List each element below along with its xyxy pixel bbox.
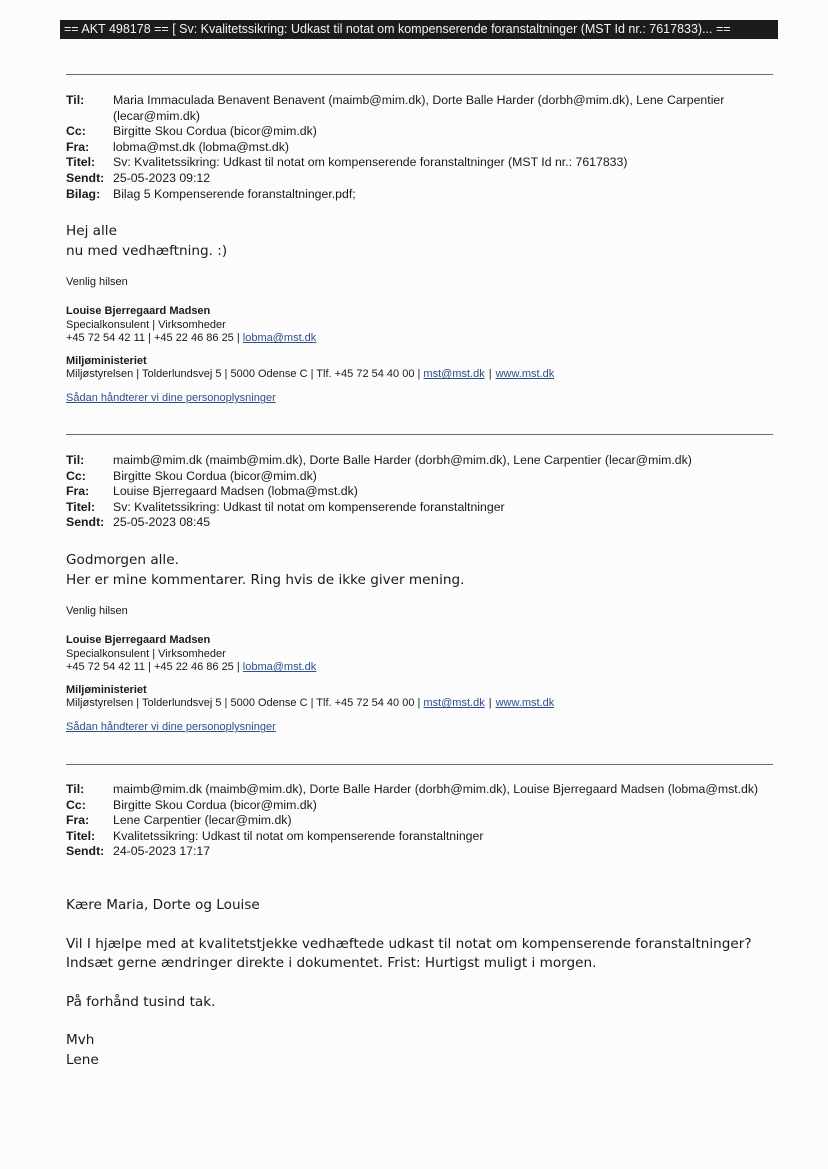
cc-label: Cc:: [66, 797, 86, 812]
title-value: Sv: Kvalitetssikring: Udkast til notat om kompenserende foranstaltninger: [113, 499, 505, 514]
sent-value: 25-05-2023 09:12: [113, 170, 211, 185]
title-value: Kvalitetssikring: Udkast til notat om kompenserende foranstaltninger: [113, 828, 484, 843]
signature-name: Louise Bjerregaard Madsen: [66, 634, 211, 647]
signature-block-2: [66, 605, 554, 735]
to-value: Maria Immaculada Benavent Benavent (maimb@mim.dk), Dorte Balle Harder (dorbh@mim.dk), Lene Carpentier (lecar@mim.dk): [113, 93, 725, 123]
signature-address: Miljøstyrelsen | Tolderlundsvej 5 | 5000 Odense C | Tlf. +45 72 54 40 00 |: [66, 697, 421, 710]
signature-name: Louise Bjerregaard Madsen: [66, 305, 211, 318]
title-label: Titel:: [66, 499, 96, 514]
body-line: Hej alle: [66, 223, 117, 239]
signature-org: Miljøministeriet: [66, 683, 147, 696]
divider: [66, 764, 773, 765]
attachment-label: Bilag:: [66, 186, 101, 201]
signature-closing: Venlig hilsen: [66, 605, 128, 617]
signature-block-1: [66, 276, 554, 406]
cc-label: Cc:: [66, 124, 86, 139]
email-body-3: [66, 896, 778, 1070]
from-value: Lene Carpentier (lecar@mim.dk): [113, 813, 292, 828]
thanks-line: På forhånd tusind tak.: [66, 993, 216, 1010]
from-label: Fra:: [66, 484, 90, 499]
signature-role: Specialkonsulent | Virksomheder: [66, 318, 226, 331]
to-value: maimb@mim.dk (maimb@mim.dk), Dorte Balle Harder (dorbh@mim.dk), Lene Carpentier (lecar@mim.dk): [113, 453, 692, 467]
mst-email-link[interactable]: mst@mst.dk: [423, 368, 485, 381]
mst-website-link[interactable]: www.mst.dk: [495, 368, 555, 381]
sent-label: Sendt:: [66, 170, 105, 185]
signature-address: Miljøstyrelsen | Tolderlundsvej 5 | 5000 Odense C | Tlf. +45 72 54 40 00 |: [66, 368, 421, 381]
signature-org: Miljøministeriet: [66, 354, 147, 367]
to-label: Til:: [66, 782, 85, 796]
email-body-2: [66, 551, 465, 590]
signature-closing: Venlig hilsen: [66, 276, 128, 288]
pipe-separator: |: [488, 368, 492, 381]
sent-label: Sendt:: [66, 844, 105, 859]
body-line: nu med vedhæftning. :): [66, 242, 228, 259]
cc-value: Birgitte Skou Cordua (bicor@mim.dk): [113, 468, 317, 483]
body-line: Her er mine kommentarer. Ring hvis de ikke giver mening.: [66, 571, 465, 588]
to-label: Til:: [66, 93, 85, 107]
from-value: Louise Bjerregaard Madsen (lobma@mst.dk): [113, 484, 358, 499]
email-header-3: [66, 782, 778, 860]
signature-phones: +45 72 54 42 11 | +45 22 46 86 25 |: [66, 332, 240, 345]
title-label: Titel:: [66, 155, 96, 170]
privacy-link[interactable]: Sådan håndterer vi dine personoplysninger: [66, 392, 276, 405]
divider: [66, 434, 773, 435]
document-id-bar: == AKT 498178 == [ Sv: Kvalitetssikring: Udkast til notat om kompenserende foranstaltninger (MST Id nr.: 7617833)... ==: [60, 20, 778, 39]
cc-value: Birgitte Skou Cordua (bicor@mim.dk): [113, 124, 317, 139]
privacy-link[interactable]: Sådan håndterer vi dine personoplysninger: [66, 721, 276, 734]
title-label: Titel:: [66, 828, 96, 843]
sent-label: Sendt:: [66, 515, 105, 530]
attachment-value: Bilag 5 Kompenserende foranstaltninger.pdf;: [113, 186, 356, 201]
title-value: Sv: Kvalitetssikring: Udkast til notat om kompenserende foranstaltninger (MST Id nr.: 7617833): [113, 155, 628, 170]
email-header-1: [66, 93, 778, 202]
email-header-2: [66, 453, 778, 531]
divider: [66, 74, 773, 75]
sent-value: 24-05-2023 17:17: [113, 844, 211, 859]
sent-value: 25-05-2023 08:45: [113, 515, 211, 530]
to-value: maimb@mim.dk (maimb@mim.dk), Dorte Balle Harder (dorbh@mim.dk), Louise Bjerregaard Madsen (lobma@mst.dk): [113, 782, 759, 796]
pipe-separator: |: [488, 697, 492, 710]
cc-label: Cc:: [66, 468, 86, 483]
mst-email-link[interactable]: mst@mst.dk: [423, 697, 485, 710]
cc-value: Birgitte Skou Cordua (bicor@mim.dk): [113, 797, 317, 812]
body-paragraph: Vil I hjælpe med at kvalitetstjekke vedhæftede udkast til notat om kompenserende foranstaltninger? Indsæt gerne ændringer direkte i dokumentet. Frist: Hurtigst muligt i morgen.: [66, 935, 752, 971]
signature-email-link[interactable]: lobma@mst.dk: [242, 332, 317, 345]
closing-line: Mvh: [66, 1032, 95, 1048]
signature-phones: +45 72 54 42 11 | +45 22 46 86 25 |: [66, 661, 240, 674]
from-label: Fra:: [66, 813, 90, 828]
signature-role: Specialkonsulent | Virksomheder: [66, 647, 226, 660]
signature-email-link[interactable]: lobma@mst.dk: [242, 661, 317, 674]
from-value: lobma@mst.dk (lobma@mst.dk): [113, 139, 289, 154]
greeting: Kære Maria, Dorte og Louise: [66, 897, 260, 913]
to-label: Til:: [66, 453, 85, 467]
from-label: Fra:: [66, 139, 90, 154]
body-line: Godmorgen alle.: [66, 552, 179, 568]
email-body-1: [66, 222, 227, 261]
sender-name: Lene: [66, 1051, 99, 1068]
mst-website-link[interactable]: www.mst.dk: [495, 697, 555, 710]
